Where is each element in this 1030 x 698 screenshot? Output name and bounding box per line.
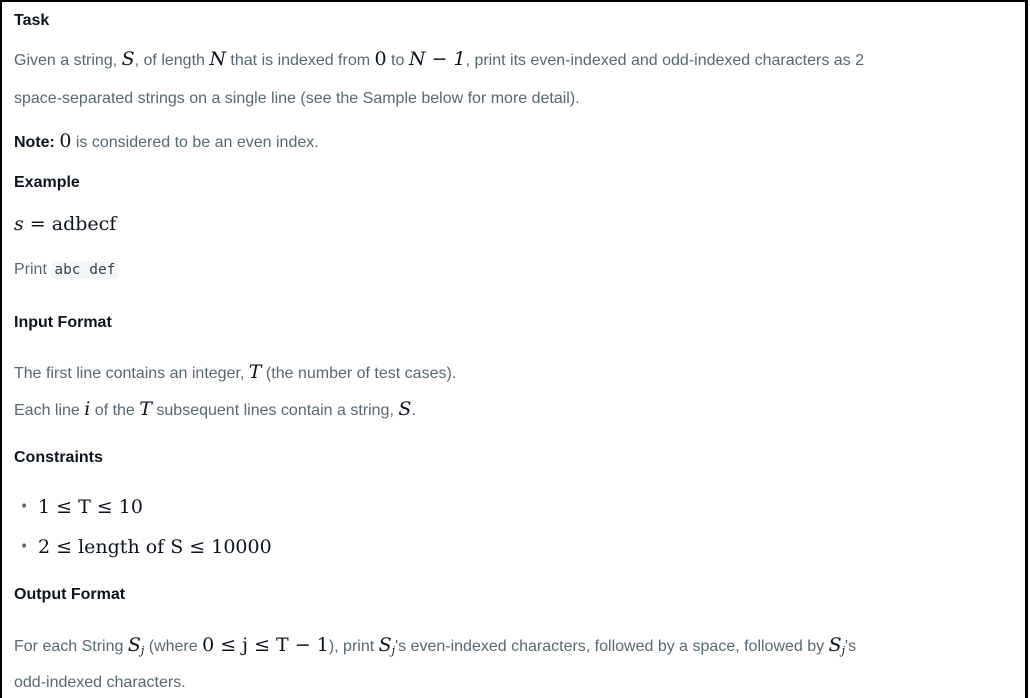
input-format-heading: Input Format: [14, 314, 112, 331]
note-label: Note:: [14, 134, 60, 151]
math-range: N − 1: [408, 48, 466, 70]
constraints-heading: Constraints: [14, 449, 103, 466]
math-zero: 0: [374, 48, 387, 70]
task-note: Note: 0 is considered to be an even index.: [14, 130, 319, 152]
example-heading: Example: [14, 174, 80, 191]
task-description-line-2: space-separated strings on a single line (see the Sample below for more detail).: [14, 90, 580, 107]
note-zero: 0: [59, 130, 72, 152]
constraints-list: [14, 495, 272, 575]
var-N: N: [209, 48, 226, 70]
task-description-line-1: Given a string, S, of length N that is indexed from 0 to N − 1, print its even-indexed and odd-indexed characters as 2: [14, 48, 865, 70]
output-format-heading: Output Format: [14, 586, 126, 603]
output-format-line-2: odd-indexed characters.: [14, 674, 186, 691]
var-S: S: [121, 48, 135, 70]
constraint-item: • 2 ≤ length of S ≤ 10000: [14, 535, 272, 575]
example-print: Print abc def: [14, 261, 118, 279]
example-value: = adbecf: [23, 213, 117, 235]
example-var: s: [14, 213, 24, 235]
output-range-math: 0 ≤ j ≤ T − 1: [202, 634, 329, 656]
input-format-line-2: Each line i of the T subsequent lines contain a string, S.: [14, 398, 416, 420]
constraint-item: • 1 ≤ T ≤ 10: [14, 495, 272, 535]
example-equation: [14, 213, 116, 235]
output-format-line-1: For each String $S_j$ (where 0 ≤ j ≤ T − 1), print $S_j's$ even-indexed characters, followed by a space, followed by $S_j's$: [14, 634, 857, 657]
example-output-code: abc def: [51, 261, 118, 279]
input-format-line-1: The first line contains an integer, T (the number of test cases).: [14, 361, 457, 383]
task-heading: Task: [14, 12, 50, 29]
